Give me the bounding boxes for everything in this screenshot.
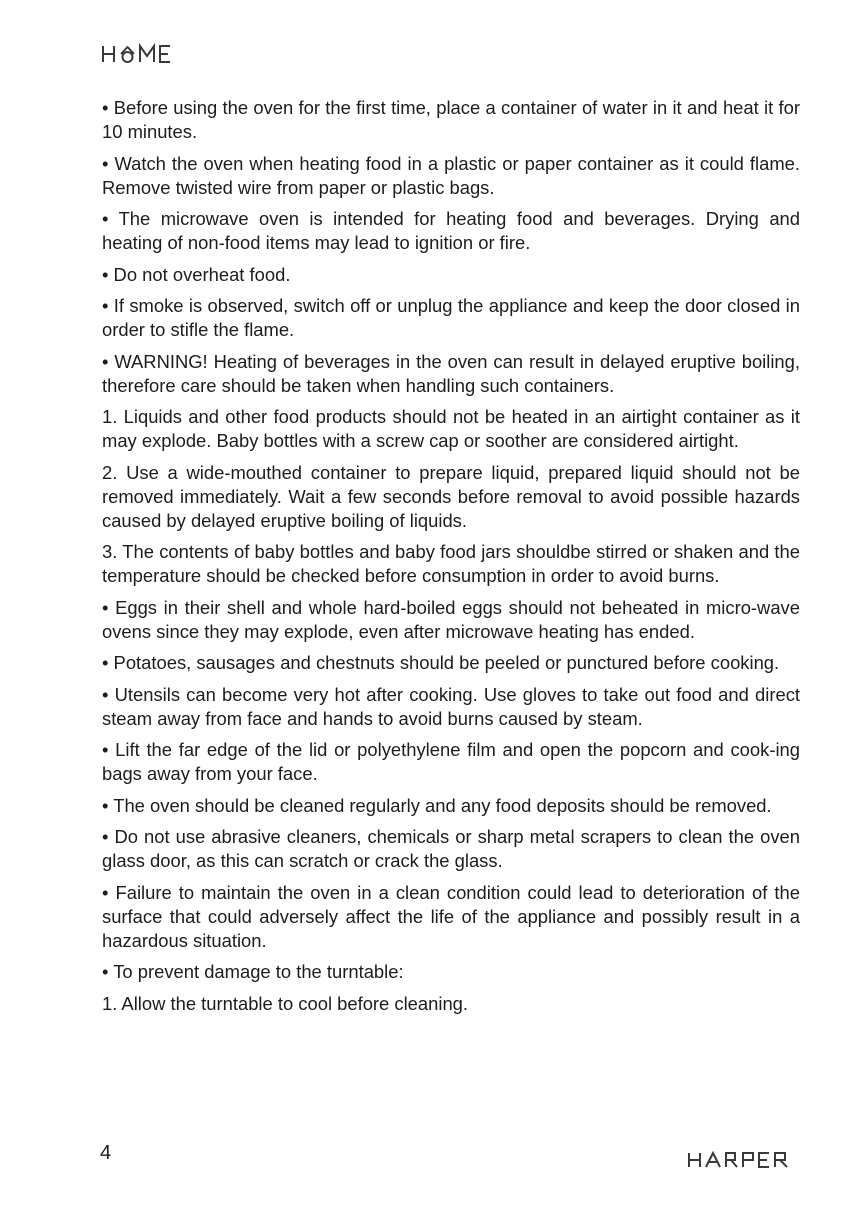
instruction-paragraph: • Eggs in their shell and whole hard-boiled eggs should not beheated in micro-​wave ovens since they may explode, even after microwave heating has ended. <box>102 596 800 642</box>
numbered-paragraph: 3. The contents of baby bottles and baby food jars shouldbe stirred or shaken and the temperature should be checked before consumption in order to avoid burns. <box>102 541 800 586</box>
numbered-paragraph: 1. Allow the turntable to cool before cleaning. <box>102 992 469 1014</box>
instruction-paragraph: • To prevent damage to the turntable: <box>102 961 404 982</box>
instruction-paragraph: • The oven should be cleaned regularly and any food deposits should be removed. <box>102 794 772 816</box>
instruction-paragraph: • The microwave oven is intended for heating food and beverages. Drying and heating of non-food items may lead to ignition or fire. <box>102 208 800 253</box>
instruction-paragraph: • If smoke is observed, switch off or unplug the appliance and keep the door closed in order to stifle the flame. <box>102 295 800 340</box>
numbered-paragraph: 1. Liquids and other food products should not be heated in an airtight container as it may explode. Baby bottles with a screw cap or soother are considered airtight. <box>102 406 800 451</box>
harper-logo-mark <box>688 1151 800 1169</box>
instruction-paragraph: • Before using the oven for the first time, place a container of water in it and heat it for 10 minutes. <box>102 97 800 142</box>
numbered-paragraph: 2. Use a wide-mouthed container to prepare liquid, prepared liquid should not be removed immediately. Wait a few seconds before removal to avoid possible hazards caused by delayed eruptive boiling of liquids. <box>102 461 800 531</box>
instruction-paragraph: • Lift the far edge of the lid or polyethylene film and open the popcorn and cook-​ing bags away from your face. <box>102 739 800 784</box>
harper-logo <box>688 1151 800 1169</box>
home-logo-mark <box>102 43 174 65</box>
instruction-paragraph: • Failure to maintain the oven in a clean condition could lead to deterioration of the surface that could adversely affect the life of the appliance and possibly result in a hazardous situation. <box>102 881 800 951</box>
home-logo <box>102 42 174 66</box>
page-number: 4 <box>100 1142 112 1164</box>
instruction-paragraph: • Do not overheat food. <box>102 263 291 285</box>
warning-paragraph: • WARNING! Heating of beverages in the oven can result in delayed eruptive boiling, therefore care should be taken when handling such containers. <box>102 350 800 396</box>
instruction-paragraph: • Utensils can become very hot after cooking. Use gloves to take out food and direct steam away from face and hands to avoid burns caused by steam. <box>102 683 800 729</box>
instruction-paragraph: • Do not use abrasive cleaners, chemicals or sharp metal scrapers to clean the oven glass door, as this can scratch or crack the glass. <box>102 826 800 871</box>
instruction-paragraph: • Potatoes, sausages and chestnuts should be peeled or punctured before cooking. <box>102 652 780 673</box>
instruction-paragraph: • Watch the oven when heating food in a plastic or paper container as it could flame. Remove twisted wire from paper or plastic bags. <box>102 152 800 198</box>
safety-instructions <box>102 96 800 1023</box>
